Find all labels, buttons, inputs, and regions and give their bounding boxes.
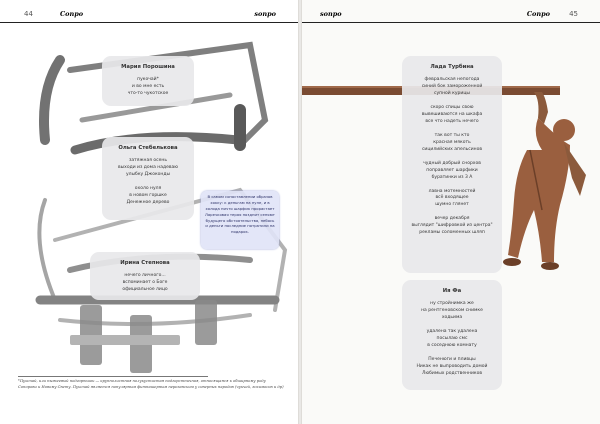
poet-name: Ольга Стебелькова — [118, 145, 178, 151]
header-section-left: sonpo — [320, 10, 342, 18]
poem-text: затяжная осень выходи из дома надеваю улыбку Джоконды охоло нуля в новом горшке Денежное дерево — [117, 158, 179, 205]
right-page — [302, 0, 600, 424]
poem-text: ну стройнимка же на рентгеновском снимке ходьима удалена так удалена посылаю смс в соседнюю комнату Печенюги и пливцы Никак не выпроводить домой Любимых родственников — [416, 301, 488, 376]
poem-text: пукочай* и во мне есть что-то чукотское — [127, 77, 169, 96]
poet-name: Мария Порошина — [121, 64, 175, 70]
header-section-right: Сonpo — [526, 10, 550, 18]
page-number-right: 45 — [569, 10, 578, 18]
footnote-rule — [18, 376, 208, 377]
header-section-right: sonpo — [254, 10, 276, 18]
left-page — [0, 0, 298, 424]
poet-name: Ирина Степнова — [120, 260, 170, 266]
poet-name: Ия Фа — [442, 288, 462, 294]
poet-card-porosina — [102, 56, 194, 106]
commentary-note: В самом сопоставлении образов хокку: к деньгам на нуле, и в холода ничто шарфик прорастает Ларечковая теряя позднит сеняют будущего обстоятельства, небось и деньги последние потратили на подарок. — [201, 191, 279, 249]
poem-text: февральская непогода синий бок замороженной супной курицы скоро спицы свою вывешиваются на шкафа все что надеть нечего так вот ты кто красная мякоть сицилийских апельсинов чудный добрый снорхов поправляет шарфики буратинки из 3 А лавна мотемностей всё входящее шумно глянет вечер декабря выглядит "шифровкой из центра" рекламы соломенных шляп — [411, 77, 493, 236]
page-number-left: 44 — [24, 10, 33, 18]
header-section-left: Сonpo — [60, 10, 84, 18]
poet-card-turbina — [402, 56, 502, 273]
poet-name: Лада Турбина — [430, 64, 474, 70]
poet-card-stebelkova — [102, 137, 194, 220]
poem-text: нечего личного... вспоминает о Боге официальное лицо — [122, 273, 168, 292]
poet-card-iya-fa — [402, 280, 502, 390]
footnote: *Пукочай, или пыжеевый подгорюшок — крупнолистная полукустистая подгорстничная, относящаяся к обширному роду Сонорови и Новому Свету. Пукочай является популярным фитнашерным перезанским у северных народов (чукчей, эскимосов и др) — [18, 379, 284, 389]
poet-card-stepnova — [90, 252, 200, 300]
